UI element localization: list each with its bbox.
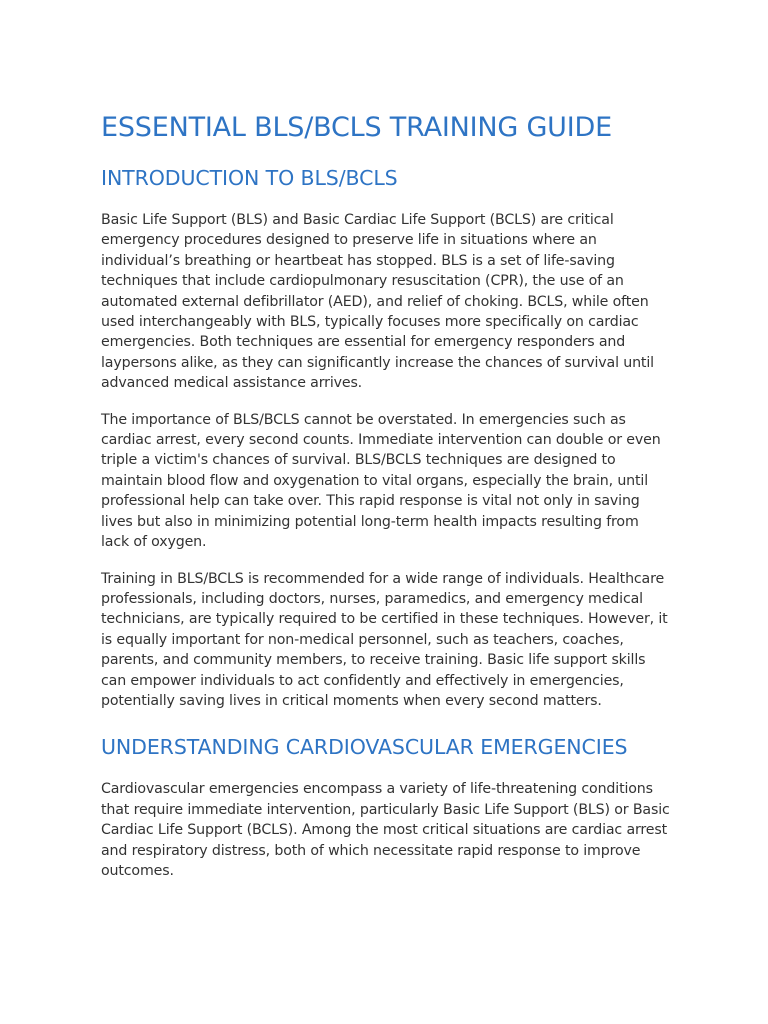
paragraph-cardio-1: Cardiovascular emergencies encompass a variety of life-threatening conditions that require immediate intervention, particularly Basic Life Support (BLS) or Basic Cardiac Life Support (BCLS). Among the most critical situations are cardiac arrest and respiratory distress, both of which necessitate rapid response to improve outcomes. xyxy=(101,781,670,879)
paragraph-intro-1: Basic Life Support (BLS) and Basic Cardiac Life Support (BCLS) are critical emergency procedures designed to preserve life in situations where an individual’s breathing or heartbeat has stopped. BLS is a set of life-saving techniques that include cardiopulmonary resuscitation (CPR), the use of an automated external defibrillator (AED), and relief of choking. BCLS, while often used interchangeably with BLS, typically focuses more specifically on cardiac emergencies. Both techniques are essential for emergency responders and laypersons alike, as they can significantly increase the chances of survival until advanced medical assistance arrives. xyxy=(101,212,654,392)
section-heading-cardiovascular-emergencies: UNDERSTANDING CARDIOVASCULAR EMERGENCIES xyxy=(101,735,628,760)
section-cardiovascular-emergencies xyxy=(101,733,671,881)
paragraph-intro-2: The importance of BLS/BCLS cannot be overstated. In emergencies such as cardiac arrest, every second counts. Immediate intervention can double or even triple a victim's chances of survival. BLS/BCLS techniques are designed to maintain blood flow and oxygenation to vital organs, especially the brain, until professional help can take over. This rapid response is vital not only in saving lives but also in minimizing potential long-term health impacts resulting from lack of oxygen. xyxy=(101,411,661,551)
paragraph-intro-3: Training in BLS/BCLS is recommended for a wide range of individuals. Healthcare professionals, including doctors, nurses, paramedics, and emergency medical technicians, are typically required to be certified in these techniques. However, it is equally important for non-medical personnel, such as teachers, coaches, parents, and community members, to receive training. Basic life support skills can empower individuals to act confidently and effectively in emergencies, potentially saving lives in critical moments when every second matters. xyxy=(101,570,668,709)
section-heading-introduction: INTRODUCTION TO BLS/BCLS xyxy=(101,166,398,190)
document-page xyxy=(101,110,671,897)
document-title: ESSENTIAL BLS/BCLS TRAINING GUIDE xyxy=(101,112,612,143)
section-introduction xyxy=(101,164,671,711)
